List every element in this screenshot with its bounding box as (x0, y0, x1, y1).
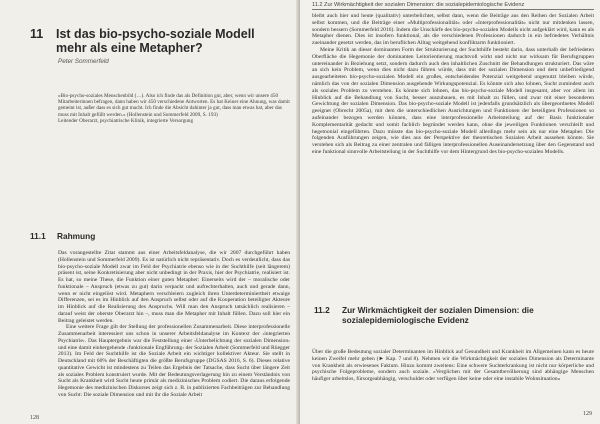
chapter-epigraph (58, 93, 290, 124)
paragraph: Das vorangestellte Zitat stammt aus einer Arbeitsfeldanalyse, die wir 2007 durchgeführt haben (Hollenstein und Sommerfeld 2009). Es ist natürlich nicht repräsentativ. Doch es verdeutlicht, dass das bio-psycho-soziale Modell zwar im Feld der Psychiatrie ebenso wie in der Suchthilfe (seit längerem) präsent ist, seine Konkretisierung aber nicht unbedingt in der Praxis, hier der Psychiatrie, realisiert ist. Es hat, so meine These, die Funktion einer guten Metapher: Einerseits wird der – moralische oder funktionale – Anspruch (etwas zu gut) darin verpackt und aufrechterhalten, auch und gerade dann, wenn er nicht eingelöst wird. Metaphern verschleiern zugleich ihren Unterdeterminiertheit etwaige Differenzen, sei es im Hinblick auf den Anspruch selbst oder auf die Kooperation beteiligter Akteure im Hinblick auf die Realisierung des Anspruchs. Will man den Anspruch tatsächlich realisieren – darauf weist der oberste Oberarzt hin –, muss man die Metapher mit Inhalt füllen. Dazu soll hier ein Beitrag geleistet werden. (58, 250, 290, 324)
page-number: 128 (30, 415, 39, 421)
section-body-text: Über die große Bedeutung sozialer Determinanten im Hinblick auf Gesundheit und Krankheit im Allgemeinen kann es heute keinen Zweifel mehr geben (► Kap. 7 und 8). Nehmen wir die Wirkmächtigkeit der sozialen Dimension als Determinante von Krankheit als erwiesenes Faktum. Hinzu kommt zweitens: Eine schwere Suchterkrankung ist nicht nur körperliche und psychische Folgeprobleme, sondern auch soziale. »Verglichen mit der Gesamtbevölkerung sind abhängige Menschen häufiger arbeitslos, fürsorgeabhängig, verschuldet oder verfügen über keine oder eine instabile Wohnsituation« (312, 349, 594, 383)
paragraph: bleibt auch hier und heute (qualitativ) unterbelichtet, selbst dann, wenn die Beiträge aus den Reihen der Sozialen Arbeit selbst kommen, und die Beiträge einer »Multiprofessionalität« oder »Interprofessionalität« nicht nur mitdenken lassen, sondern bessern (Sommerfeld 2016). Indem die Unschärfe des bio-psycho-sozialen Modells nicht aufgeklärt wird, kann es als Metapher dienen. Dies ist insofern funktional, als die verschiedenen Professionen dadurch in ein befriedetes Verhältnis zueinander gesetzt werden, das im beruflichen Alltag weitgehend konfliktarm funktioniert. (312, 13, 594, 47)
section-number: 11.1 (30, 231, 46, 241)
section-title: Zur Wirkmächtigkeit der sozialen Dimension: die sozialepidemiologische Evidenz (342, 305, 534, 325)
right-page (300, 0, 600, 424)
chapter-number: 11 (30, 27, 44, 41)
header-rule (312, 9, 594, 10)
left-body-text (58, 250, 290, 399)
paragraph: Eine weitere Frage gilt der Stellung der professionellen Zusammenarbeit. Diese interprofessionelle Zusammenarbeit interessiert uns schon in unserer Arbeitsfeldanalyse im Kontext der ›integrierten Psychiatrie‹. Das Hauptergebnis war die Feststellung einer ›Unterbelichtung der sozialen Dimension‹ und eine damit einhergehende ›funktionale Engführung‹ der Sozialen Arbeit (Sommerfeld und Rüegger 2013). Im Feld der Suchthilfe ist die Soziale Arbeit ein wichtiger kollektiver Akteur. Sie stellt in Deutschland mit 60% der Beschäftigten die größte Berufsgruppe (DGSAS 2016, S. 6). Dieses relative quantitative Gewicht ist mindestens zu Teilen das Ergebnis der Tatsache, dass Sucht über längere Zeit als soziales Problem konstruiert wurde. Mit der Bedeutungsverlagerung hin zu einem Verständnis von Sucht als Krankheit wird Sucht heute primär als medizinisches Problem codiert. Die daraus erfolgende Hegemonie des medizinischen Diskurses zeigt sich z. B. in publizierten Fachbeiträgen zur Behandlung von Sucht: Die soziale Dimension und mit ihr die Soziale Arbeit (58, 324, 290, 398)
left-page (0, 0, 298, 424)
right-body-text (312, 13, 594, 156)
running-head: 11.2 Zur Wirkmächtigkeit der sozialen Dimension: die sozialepidemiologische Evidenz (312, 2, 525, 8)
chapter-title: Ist das bio-psycho-soziale Modell mehr als eine Metapher? (56, 27, 255, 55)
epigraph-quote: »Bio-psycho-soziales Menschenbild (…). Also ich finde das als Definition gut, aber, wenn wir unsere 450 Mitarbeiterinnen befragen, dann haben wir 450 verschiedene Antworten. Es hat Keiner eine Ahnung, was damit gemeint ist, außer dass es sich gut macht. Ich finde die Absicht dahinter ja gut, dass man etwas hat, aber das muss mit Inhalt gefüllt werden.« (Hollenstein und Sommerfeld 2009, S. 193) (58, 93, 290, 118)
section-number: 11.2 (314, 305, 330, 315)
chapter-author: Peter Sommerfeld (58, 58, 109, 65)
paragraph: Meine Kritik an dieser dominanten Form der Strukturierung der Suchthilfe besteht darin, dass unterhalb der befriedeten Oberfläche die Hegemonie der dominanten Leitorientierung machtvoll wirkt und nicht nur wirksam für Berufsgruppen untereinander in Beziehung setzt, sondern dadurch auch den inhaltlichen Zuschnitt der Behandlungen strukturiert. Das wäre an sich kein Problem, wenn dies nicht dazu führen würde, dass mit der sozialen Dimension und dem unbefriedigend ausgearbeiteten bio-psycho-sozialen Modell ein großes, entscheidendes Potenzial weitgehend ungenutzt bleiben würde, nämlich das von der sozialen Dimension ausgehende Wirkungspotenzial. Es könnte sich also lohnen, Sucht zumindest auch als soziales Problem zu verstehen. Es könnte sich lohnen, das bio-psycho-soziale Modell insgesamt, aber vor allem im Hinblick auf die Behandlung von Sucht, besser auszubauen, es mit Inhalt zu füllen, und zwar mit einer besonderen Gewichtung der sozialen Dimension. Das bio-psycho-soziale Modell ist jedenfalls grundsätzlich als übergeordnetes Modell geeignet (Obrecht 2005a), mit dem die unterschiedlichen Ausrichtungen und Funktionen der beteiligten Professionen so aufeinander bezogen werden können, dass eine interprofessionelle Arbeitsteilung auf der Basis funktionaler Komplementarität gedacht und somit fachlich begründet werden kann, ohne die jeweiligen Funktionen verschleift und hegemonial eingeführten. Dazu müsste das bio-psycho-soziale Modell allerdings mehr sein als nur eine Metapher. Die folgenden Ausführungen zeigen, wie dies aus der Perspektive der theoretischen Sozialen Arbeit aussehen könnte. Sie verstehen sich als Beitrag zu einer zentralen und fälligen interprofessionellen Auseinandersetzung über den Gegenstand und eine funktional sinnvolle Arbeitsteilung in der Suchthilfe vor dem Hintergrund des bio-psycho-sozialen Modells. (312, 46, 594, 155)
epigraph-credit: Leitender Oberarzt, psychiatrische Klinik, integrierte Versorgung (58, 117, 194, 124)
page-number: 129 (583, 411, 592, 417)
section-title: Rahmung (57, 231, 96, 241)
